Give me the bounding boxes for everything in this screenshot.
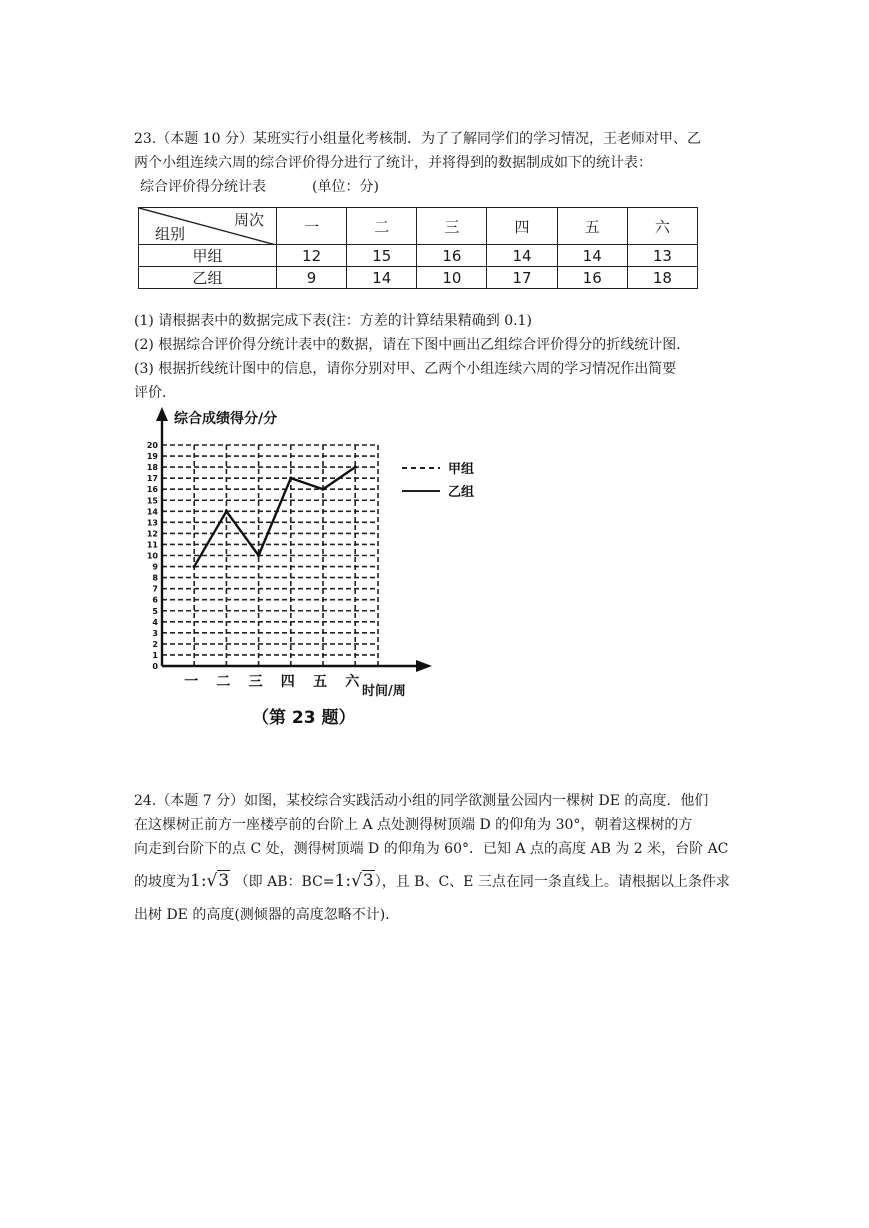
y-tick-label: 13 — [146, 518, 158, 528]
y-axis-arrow — [156, 407, 168, 421]
table-cell: 14 — [487, 245, 557, 267]
q23-intro-line2: 两个小组连续六周的综合评价得分进行了统计，并将得到的数据制成如下的统计表： — [134, 155, 652, 171]
y-tick-label: 19 — [146, 452, 158, 462]
q23-sub3-line2: 评价． — [134, 385, 176, 401]
y-tick-label: 1 — [152, 650, 158, 660]
y-tick-label: 0 — [152, 662, 158, 671]
table-cell: 17 — [487, 267, 557, 289]
x-tick-label: 六 — [345, 674, 360, 690]
y-tick-label: 12 — [146, 529, 158, 539]
q24-line5: 出树 DE 的高度(测倾器的高度忽略不计)． — [134, 907, 400, 923]
q23-sub3-line1: (3) 根据折线统计图中的信息，请你分别对甲、乙两个小组连续六周的学习情况作出简要 — [134, 361, 677, 377]
week-header: 五 — [557, 208, 627, 245]
y-tick-label: 11 — [146, 540, 158, 550]
chart-series — [193, 466, 357, 569]
data-point — [193, 565, 196, 568]
q24-line1: 24.（本题 7 分）如图，某校综合实践活动小组的同学欲测量公园内一棵树 DE 的高度．他们 — [134, 793, 709, 809]
corner-group-label: 组别 — [155, 225, 186, 243]
y-tick-label: 17 — [146, 474, 158, 484]
sqrt-radicand: 3 — [218, 871, 230, 891]
q23-sub1: (1) 请根据表中的数据完成下表(注：方差的计算结果精确到 0.1) — [134, 313, 532, 329]
score-table — [138, 207, 698, 289]
table-cell: 18 — [627, 267, 697, 289]
table-cell: 14 — [347, 267, 417, 289]
y-tick-label: 6 — [152, 595, 158, 605]
sqrt-radicand: 3 — [362, 871, 374, 891]
x-tick-labels — [184, 673, 360, 690]
chart-legend — [402, 461, 474, 500]
week-header: 一 — [277, 208, 347, 245]
table-cell: 16 — [417, 245, 487, 267]
table-cell: 13 — [627, 245, 697, 267]
x-axis-label: 时间/周 — [362, 684, 406, 699]
x-tick-label: 一 — [184, 674, 199, 690]
corner-week-label: 周次 — [233, 211, 264, 229]
slope-ratio: 1:√3 — [190, 871, 230, 891]
figure-caption: （第 23 题） — [252, 708, 356, 728]
week-header: 六 — [627, 208, 697, 245]
row-label: 甲组 — [139, 245, 277, 267]
y-tick-label: 2 — [152, 639, 158, 649]
q24-line4 — [134, 866, 730, 897]
legend-jia-label: 甲组 — [448, 462, 475, 477]
y-tick-label: 7 — [152, 584, 158, 594]
y-tick-labels — [147, 441, 159, 671]
table-cell: 10 — [417, 267, 487, 289]
table-cell: 9 — [277, 267, 347, 289]
y-tick-label: 14 — [146, 507, 158, 517]
week-header: 三 — [417, 208, 487, 245]
y-tick-label: 16 — [146, 485, 158, 495]
x-tick-label: 四 — [280, 674, 295, 690]
data-point — [289, 477, 292, 480]
q24-line2: 在这棵树正前方一座楼亭前的台阶上 A 点处测得树顶端 D 的仰角为 30°，朝着这棵树的方 — [134, 817, 693, 833]
y-tick-label: 10 — [146, 551, 158, 561]
ratio-prefix: 1: — [334, 871, 352, 891]
week-header: 四 — [487, 208, 557, 245]
y-tick-label: 18 — [146, 463, 158, 473]
table-cell: 14 — [557, 245, 627, 267]
table-row-yi — [139, 267, 698, 289]
data-point — [257, 554, 260, 557]
y-tick-label: 15 — [146, 496, 158, 506]
q23-sub2: (2) 根据综合评价得分统计表中的数据，请在下图中画出乙组综合评价得分的折线统计图． — [134, 337, 691, 353]
table-unit: (单位：分) — [312, 179, 379, 195]
data-point — [354, 466, 357, 469]
y-tick-label: 4 — [152, 617, 158, 627]
row-label: 乙组 — [139, 267, 277, 289]
ratio-prefix: 1: — [190, 871, 207, 891]
table-title: 综合评价得分统计表 — [140, 179, 266, 195]
table-corner-cell — [139, 208, 277, 245]
x-tick-label: 五 — [313, 674, 327, 690]
week-header: 二 — [347, 208, 417, 245]
legend-yi-label: 乙组 — [448, 485, 475, 500]
q24-line4-c: ），且 B、C、E 三点在同一条直线上。请根据以上条件求 — [374, 874, 730, 890]
chart-grid — [162, 445, 378, 666]
y-tick-label: 9 — [152, 562, 158, 572]
y-tick-label: 3 — [152, 628, 158, 638]
line-chart — [140, 405, 480, 735]
x-tick-label: 二 — [216, 674, 231, 690]
x-tick-label: 三 — [248, 674, 263, 690]
y-axis-label: 综合成绩得分/分 — [174, 411, 278, 427]
y-tick-label: 5 — [152, 606, 158, 616]
q24-line4-a: 的坡度为 — [134, 874, 190, 890]
slope-ratio-2: 1:√3 — [334, 871, 374, 891]
y-tick-label: 20 — [146, 441, 158, 450]
table-row-jia — [139, 245, 698, 267]
x-axis-arrow — [416, 660, 432, 672]
data-point — [225, 510, 228, 513]
table-cell: 15 — [347, 245, 417, 267]
q23-intro-line1: 23.（本题 10 分）某班实行小组量化考核制．为了了解同学们的学习情况，王老师对甲、乙 — [134, 131, 701, 147]
data-point — [321, 488, 324, 491]
series-line-yi — [194, 467, 355, 566]
q24-line4-b: （即 AB：BC= — [234, 874, 335, 890]
table-cell: 12 — [277, 245, 347, 267]
y-tick-label: 8 — [152, 573, 158, 583]
table-cell: 16 — [557, 267, 627, 289]
q24-line3: 向走到台阶下的点 C 处，测得树顶端 D 的仰角为 60°．已知 A 点的高度 AB 为 2 米，台阶 AC — [134, 841, 729, 857]
